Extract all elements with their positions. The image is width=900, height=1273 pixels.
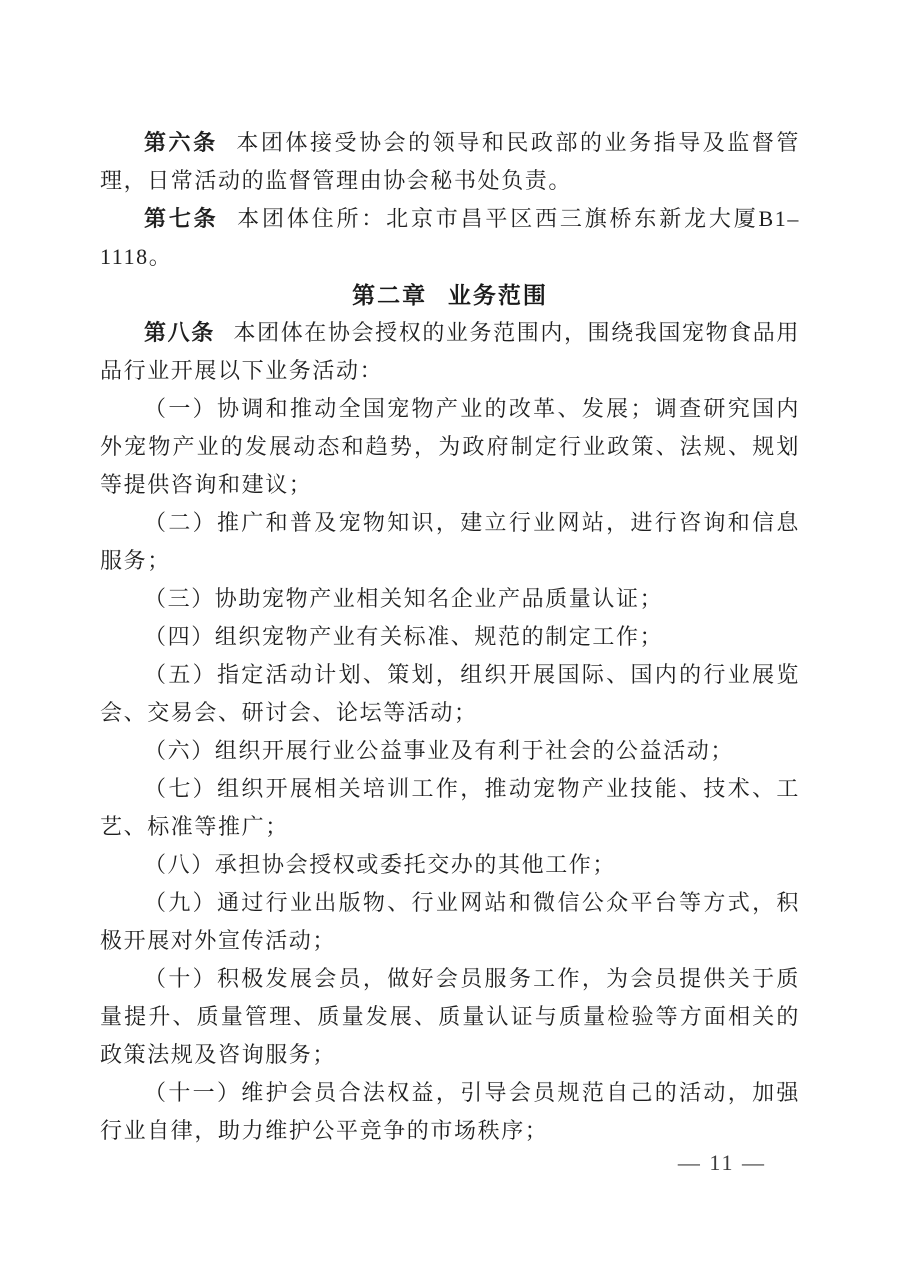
list-item-paragraph — [100, 656, 800, 732]
list-item-paragraph — [100, 504, 800, 580]
paragraph-text: （六）组织开展行业公益事业及有利于社会的公益活动； — [144, 738, 735, 763]
list-item-paragraph — [100, 884, 800, 960]
paragraph-text: （十）积极发展会员，做好会员服务工作，为会员提供关于质量提升、质量管理、质量发展、质量认证与质量检验等方面相关的政策法规及咨询服务； — [100, 966, 800, 1067]
paragraph-text: （九）通过行业出版物、行业网站和微信公众平台等方式，积极开展对外宣传活动； — [100, 890, 800, 953]
article-paragraph — [100, 314, 800, 390]
list-item-paragraph — [100, 960, 800, 1074]
list-item-paragraph — [100, 1074, 800, 1150]
document-body — [100, 124, 800, 1150]
paragraph-text: （五）指定活动计划、策划，组织开展国际、国内的行业展览会、交易会、研讨会、论坛等活动； — [100, 662, 800, 725]
paragraph-text: （十一）维护会员合法权益，引导会员规范自己的活动，加强行业自律，助力维护公平竞争的市场秩序； — [100, 1080, 800, 1143]
article-label: 第六条 — [144, 130, 218, 155]
chapter-heading — [100, 276, 800, 314]
paragraph-text: 本团体住所：北京市昌平区西三旗桥东新龙大厦B1–1118。 — [100, 206, 800, 269]
article-label: 第七条 — [144, 206, 219, 231]
chapter-title: 业务范围 — [447, 282, 548, 308]
article-paragraph — [100, 200, 800, 276]
list-item-paragraph — [100, 846, 800, 884]
list-item-paragraph — [100, 580, 800, 618]
paragraph-text: （七）组织开展相关培训工作，推动宠物产业技能、技术、工艺、标准等推广； — [100, 776, 800, 839]
chapter-number: 第二章 — [352, 282, 428, 308]
paragraph-text: （八）承担协会授权或委托交办的其他工作； — [144, 852, 617, 877]
list-item-paragraph — [100, 732, 800, 770]
article-label: 第八条 — [144, 320, 215, 345]
paragraph-text: 本团体在协会授权的业务范围内，围绕我国宠物食品用品行业开展以下业务活动： — [100, 320, 800, 383]
page-number: — 11 — — [677, 1150, 766, 1175]
paragraph-text: （四）组织宠物产业有关标准、规范的制定工作； — [144, 624, 664, 649]
paragraph-text: 本团体接受协会的领导和民政部的业务指导及监督管理，日常活动的监督管理由协会秘书处负责。 — [100, 130, 800, 193]
list-item-paragraph — [100, 770, 800, 846]
paragraph-text: （一）协调和推动全国宠物产业的改革、发展；调查研究国内外宠物产业的发展动态和趋势，为政府制定行业政策、法规、规划等提供咨询和建议； — [100, 396, 800, 497]
list-item-paragraph — [100, 390, 800, 504]
article-paragraph — [100, 124, 800, 200]
paragraph-text: （三）协助宠物产业相关知名企业产品质量认证； — [144, 586, 664, 611]
paragraph-text: （二）推广和普及宠物知识，建立行业网站，进行咨询和信息服务； — [100, 510, 800, 573]
list-item-paragraph — [100, 618, 800, 656]
